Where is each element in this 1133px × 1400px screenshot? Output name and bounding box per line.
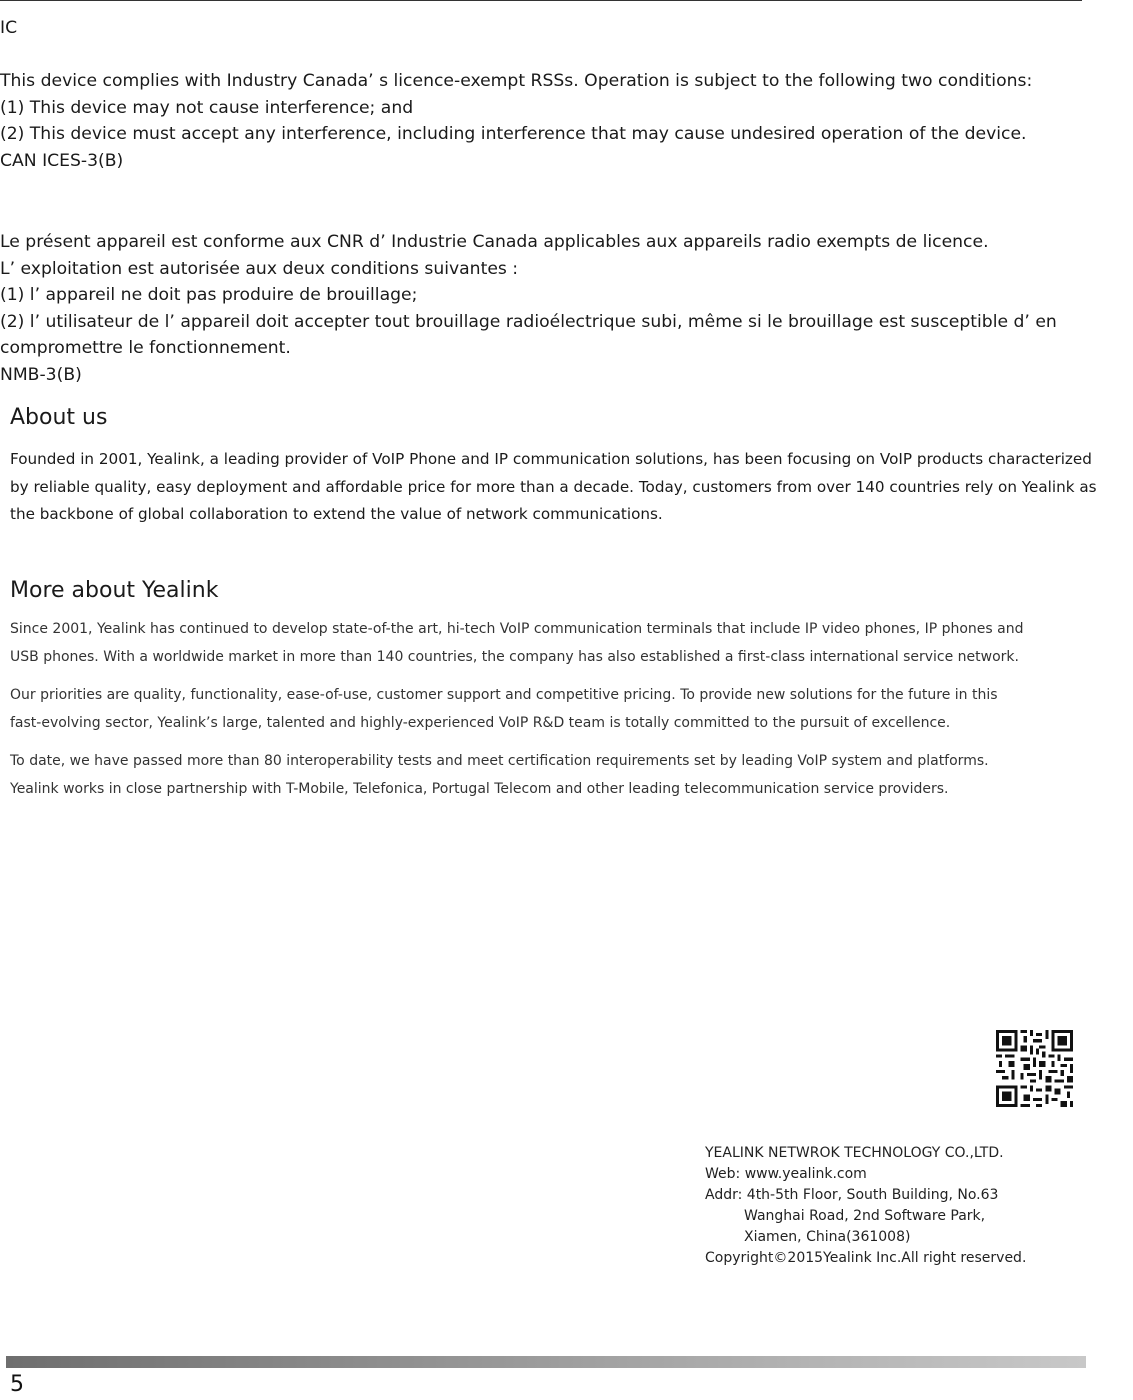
top-divider bbox=[0, 0, 1082, 1]
ic-en-line-2: (1) This device may not cause interference; and bbox=[0, 97, 414, 118]
copyright-notice: Copyright©2015Yealink Inc.All right reserved. bbox=[705, 1250, 1027, 1266]
ic-en-line-1: This device complies with Industry Canada’ s licence-exempt RSSs. Operation is subject to the following two conditions: bbox=[0, 71, 1033, 91]
ic-french-statement bbox=[0, 229, 1133, 388]
ic-fr-line-5: NMB-3(B) bbox=[0, 364, 82, 385]
about-us-heading: About us bbox=[10, 405, 108, 430]
more-about-paragraph-2: Our priorities are quality, functionality, ease-of-use, customer support and competitive pricing. To provide new solutions for the future in this fast-evolving sector, Yealink’s large, talented and highly-experienced VoIP R&D team is totally committed to the pursuit of excellence. bbox=[10, 687, 998, 731]
qr-code-icon bbox=[996, 1030, 1073, 1107]
more-about-paragraph-3: To date, we have passed more than 80 interoperability tests and meet certification requirements set by leading VoIP system and platforms. Yealink works in close partnership with T-Mobile, Telefonica, Portugal Telecom and other leading telecommunication service providers. bbox=[10, 753, 989, 797]
about-us-section bbox=[10, 402, 1120, 529]
ic-fr-line-1: Le présent appareil est conforme aux CNR d’ Industrie Canada applicables aux appareils radio exempts de licence. bbox=[0, 232, 989, 252]
more-about-heading: More about Yealink bbox=[10, 578, 219, 603]
ic-english-statement bbox=[0, 68, 1133, 174]
about-us-body: Founded in 2001, Yealink, a leading provider of VoIP Phone and IP communication solutions, has been focusing on VoIP products characterized by reliable quality, easy deployment and affordable price for more than a decade. Today, customers from over 140 countries rely on Yealink as the backbone of global collaboration to extend the value of network communications. bbox=[10, 450, 1097, 523]
ic-fr-line-3: (1) l’ appareil ne doit pas produire de brouillage; bbox=[0, 285, 418, 305]
company-name: YEALINK NETWROK TECHNOLOGY CO.,LTD. bbox=[705, 1145, 1004, 1161]
company-address-line-2: Wanghai Road, 2nd Software Park, bbox=[744, 1208, 986, 1224]
ic-fr-line-4: (2) l’ utilisateur de l’ appareil doit accepter tout brouillage radioélectrique subi, même si le brouillage est susceptible d’ en compromettre le fonctionnement. bbox=[0, 311, 1057, 358]
company-address-line-3: Xiamen, China(361008) bbox=[744, 1229, 911, 1245]
ic-en-line-3: (2) This device must accept any interference, including interference that may cause undesired operation of the device. bbox=[0, 124, 1027, 144]
ic-fr-line-2: L’ exploitation est autorisée aux deux conditions suivantes : bbox=[0, 258, 519, 279]
page-number: 5 bbox=[10, 1372, 24, 1397]
more-about-paragraph-1: Since 2001, Yealink has continued to develop state-of-the art, hi-tech VoIP communication terminals that include IP video phones, IP phones and USB phones. With a worldwide market in more than 140 countries, the company has also established a first-class international service network. bbox=[10, 621, 1024, 665]
company-address-line-1: Addr: 4th-5th Floor, South Building, No.63 bbox=[705, 1187, 999, 1203]
footer-gradient-bar bbox=[6, 1356, 1086, 1368]
company-web: Web: www.yealink.com bbox=[705, 1166, 867, 1182]
ic-en-line-4: CAN ICES-3(B) bbox=[0, 150, 124, 171]
contact-block bbox=[705, 1143, 1026, 1269]
ic-heading: IC bbox=[0, 18, 18, 38]
more-about-section bbox=[10, 575, 1040, 803]
